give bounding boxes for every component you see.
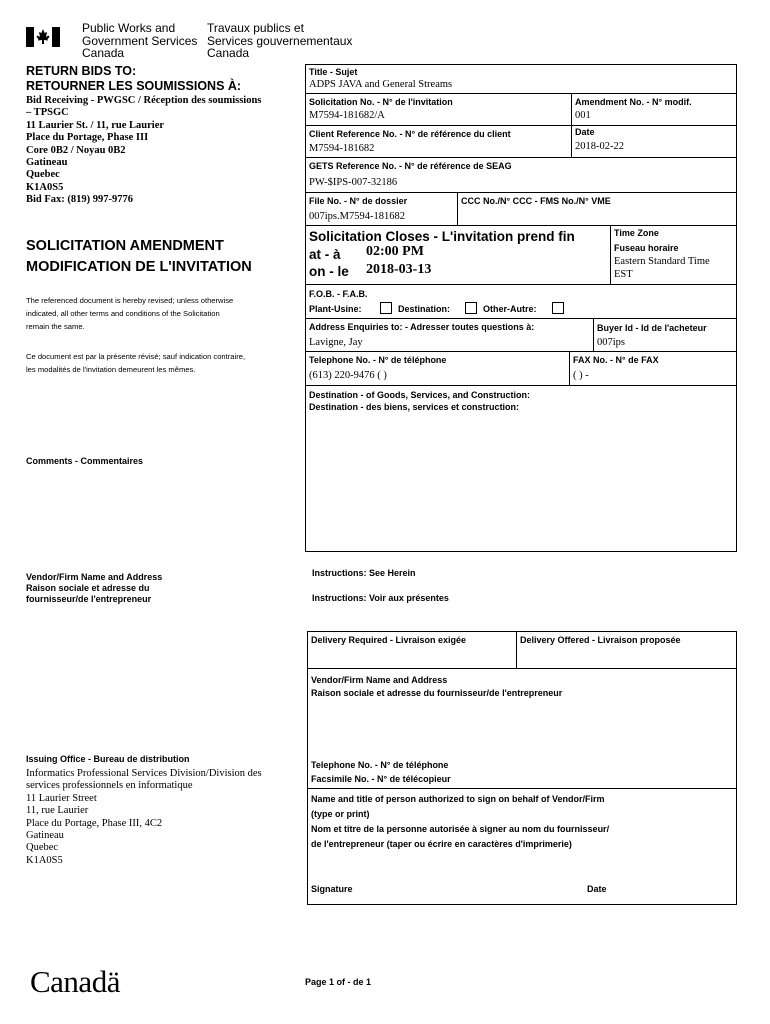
signature-label: Signature xyxy=(311,884,353,894)
solicitation-no-value: M7594-181682/A xyxy=(309,110,385,121)
ccc-no-label: CCC No./N° CCC - FMS No./N° VME xyxy=(461,196,611,206)
address-enquiries-label: Address Enquiries to: - Adresser toutes questions à: xyxy=(309,322,535,332)
amendment-note-fr: Ce document est par la présente révisé; sauf indication contraire, les modalités de l'invitation demeurent les mêmes. xyxy=(26,352,246,374)
page-number: Page 1 of - de 1 xyxy=(305,977,372,987)
return-bids-title xyxy=(26,64,241,94)
destination-goods-label: Destination - of Goods, Services, and Construction: Destination - des biens, services et construction: xyxy=(309,390,531,412)
destination-checkbox[interactable] xyxy=(465,302,477,314)
amendment-title-en: SOLICITATION AMENDMENT xyxy=(26,238,224,254)
amendment-title xyxy=(26,236,252,278)
date-label: Date xyxy=(575,127,595,137)
time-zone-label-en: Time Zone xyxy=(614,228,659,238)
dept-en-line3: Canada xyxy=(82,46,125,60)
vendor-name-address-label: Vendor/Firm Name and Address Raison sociale et adresse du fournisseur/de l'entrepreneur xyxy=(311,675,563,698)
title-label: Title - Sujet xyxy=(309,67,358,77)
vendor-telephone-label: Telephone No. - N° de téléphone xyxy=(311,760,449,770)
return-bids-title-fr: RETOURNER LES SOUMISSIONS À: xyxy=(26,79,242,93)
issuing-office-address: Informatics Professional Services Division/Division des services professionnels en informatique 11 Laurier Street 11, rue Laurier Place du Portage, Phase III, 4C2 Gatineau Quebec K1A0S5 xyxy=(26,768,262,866)
destination-label: Destination: xyxy=(398,304,451,314)
dept-en-line2: Government Services xyxy=(82,33,198,48)
client-ref-label: Client Reference No. - N° de référence du client xyxy=(309,129,511,139)
delivery-required-label: Delivery Required - Livraison exigée xyxy=(311,635,467,645)
amendment-title-fr: MODIFICATION DE L'INVITATION xyxy=(26,259,252,275)
plant-usine-checkbox[interactable] xyxy=(380,302,392,314)
department-name-fr xyxy=(207,22,352,60)
solicitation-closes-title: Solicitation Closes - L'invitation prend fin xyxy=(309,229,575,244)
other-autre-label: Other-Autre: xyxy=(483,304,537,314)
issuing-office-label: Issuing Office - Bureau de distribution xyxy=(26,754,190,764)
canada-flag-icon xyxy=(26,27,60,47)
fax-label: FAX No. - N° de FAX xyxy=(573,355,659,365)
amendment-no-label: Amendment No. - N° modif. xyxy=(575,97,692,107)
dept-fr-line3: Canada xyxy=(207,46,250,60)
closes-on-value: 2018-03-13 xyxy=(366,262,432,277)
time-zone-value-2: EST xyxy=(614,269,633,280)
buyer-id-label: Buyer Id - Id de l'acheteur xyxy=(597,323,707,333)
vendor-left-label: Vendor/Firm Name and Address Raison sociale et adresse du fournisseur/de l'entrepreneur xyxy=(26,572,163,604)
plant-usine-label: Plant-Usine: xyxy=(309,304,362,314)
amendment-no-value: 001 xyxy=(575,110,591,121)
instructions-en: Instructions: See Herein xyxy=(312,568,416,578)
client-ref-value: M7594-181682 xyxy=(309,143,375,154)
closes-at-label: at - à xyxy=(309,247,341,262)
file-no-value: 007ips.M7594-181682 xyxy=(309,211,405,222)
other-autre-checkbox[interactable] xyxy=(552,302,564,314)
solicitation-no-label: Solicitation No. - N° de l'invitation xyxy=(309,97,453,107)
dept-fr-line1: Travaux publics et xyxy=(207,21,304,35)
canada-wordmark: Canadä xyxy=(30,964,120,999)
amendment-note-en: The referenced document is hereby revised; unless otherwise indicated, all other terms and conditions of the Solicitation remain the same. xyxy=(26,296,234,331)
time-zone-value-1: Eastern Standard Time xyxy=(614,256,710,267)
fob-label: F.O.B. - F.A.B. xyxy=(309,289,368,299)
fax-value: ( ) - xyxy=(573,370,589,381)
time-zone-label-fr: Fuseau horaire xyxy=(614,243,679,253)
closes-at-value: 02:00 PM xyxy=(366,244,424,259)
gets-ref-label: GETS Reference No. - N° de référence de SEAG xyxy=(309,161,512,171)
address-enquiries-value: Lavigne, Jay xyxy=(309,337,363,348)
title-value: ADPS JAVA and General Streams xyxy=(309,79,453,90)
buyer-id-value: 007ips xyxy=(597,337,626,348)
delivery-offered-label: Delivery Offered - Livraison proposée xyxy=(520,635,681,645)
return-bids-title-en: RETURN BIDS TO: xyxy=(26,64,137,78)
closes-on-label: on - le xyxy=(309,264,349,279)
telephone-label: Telephone No. - N° de téléphone xyxy=(309,355,447,365)
instructions-fr: Instructions: Voir aux présentes xyxy=(312,593,449,603)
dept-en-line1: Public Works and xyxy=(82,21,176,35)
authorized-signer-label: Name and title of person authorized to sign on behalf of Vendor/Firm (type or print) Nom et titre de la personne autorisée à signer au nom du fournisseur/ de l'entrepreneur (taper ou écrire en caractères d'imprimerie) xyxy=(311,794,610,849)
telephone-value: (613) 220-9476 ( ) xyxy=(309,370,387,381)
return-bids-address: Bid Receiving - PWGSC / Réception des soumissions – TPSGC 11 Laurier St. / 11, rue Laurier Place du Portage, Phase III Core 0B2 / Noyau 0B2 Gatineau Quebec K1A0S5 Bid Fax: (819) 997-9776 xyxy=(26,95,262,206)
signature-date-label: Date xyxy=(587,884,607,894)
vendor-facsimile-label: Facsimile No. - N° de télécopieur xyxy=(311,774,451,784)
department-name-en xyxy=(82,22,197,60)
comments-label: Comments - Commentaires xyxy=(26,456,144,466)
date-value: 2018-02-22 xyxy=(575,141,624,152)
dept-fr-line2: Services gouvernementaux xyxy=(207,33,353,48)
gets-ref-value: PW-$IPS-007-32186 xyxy=(309,177,398,188)
file-no-label: File No. - N° de dossier xyxy=(309,196,408,206)
